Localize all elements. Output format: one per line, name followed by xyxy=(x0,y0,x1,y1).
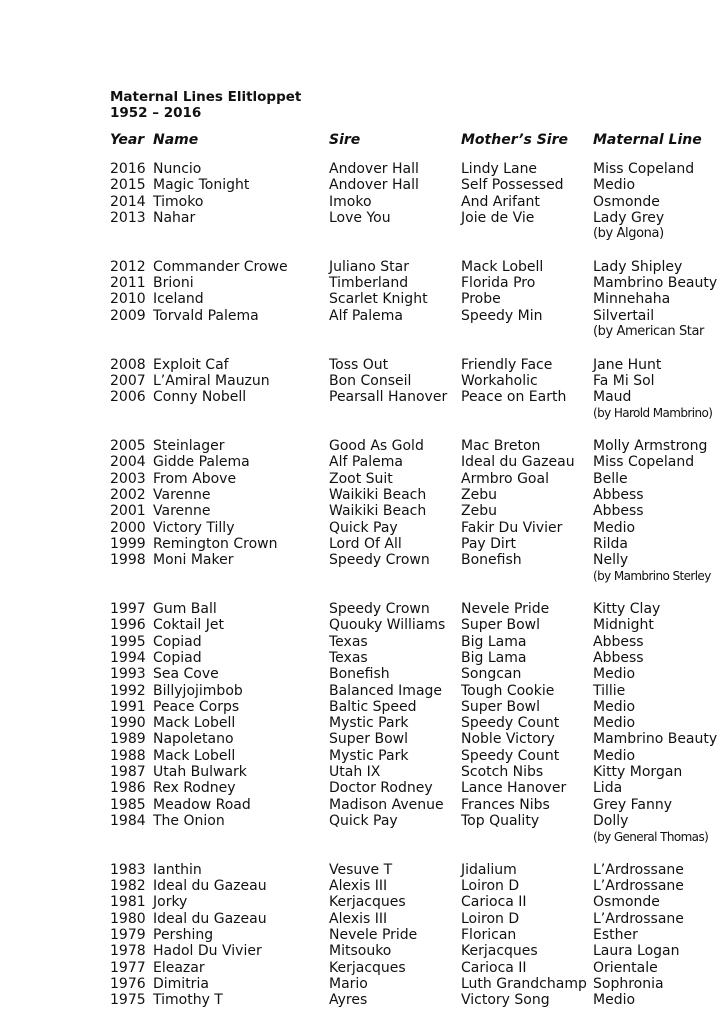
cell-year: 1982 xyxy=(110,878,146,895)
cell-sire: Alf Palema xyxy=(329,307,403,324)
cell-mothers-sire: Peace on Earth xyxy=(461,389,567,406)
cell-year: 1975 xyxy=(110,992,146,1009)
cell-sire: Texas xyxy=(329,649,368,666)
cell-sire: Doctor Rodney xyxy=(329,780,433,797)
cell-maternal-line: Silvertail xyxy=(593,307,655,324)
cell-year: 2005 xyxy=(110,438,146,455)
cell-sire: Bonefish xyxy=(329,666,390,683)
cell-year: 1997 xyxy=(110,601,146,618)
cell-year: 1984 xyxy=(110,812,146,829)
table-row xyxy=(0,780,725,796)
table-row xyxy=(0,438,725,454)
cell-mothers-sire: Speedy Count xyxy=(461,747,560,764)
cell-maternal-line: Abbess xyxy=(593,633,644,650)
cell-mothers-sire: Lindy Lane xyxy=(461,161,538,177)
cell-sire: Waikiki Beach xyxy=(329,486,427,503)
cell-year: 2010 xyxy=(110,291,146,308)
cell-maternal-line: Mambrino Beauty xyxy=(593,731,718,748)
maternal-line-note: (by Mambrino Sterley xyxy=(593,569,711,584)
cell-sire: Zoot Suit xyxy=(329,470,393,487)
cell-sire: Baltic Speed xyxy=(329,698,417,715)
table-row xyxy=(0,813,725,829)
cell-maternal-line: Jane Hunt xyxy=(593,356,662,373)
cell-maternal-line: Maud xyxy=(593,389,632,406)
cell-mothers-sire: Frances Nibs xyxy=(461,796,550,813)
cell-mothers-sire: Top Quality xyxy=(461,812,540,829)
table-row xyxy=(0,601,725,617)
cell-name: Hadol Du Vivier xyxy=(153,943,262,960)
maternal-line-note: (by General Thomas) xyxy=(593,830,709,845)
cell-maternal-line: Medio xyxy=(593,177,636,194)
cell-name: Nuncio xyxy=(153,161,202,177)
table-row xyxy=(0,194,725,210)
cell-mothers-sire: Songcan xyxy=(461,666,522,683)
document-year-range: 1952 – 2016 xyxy=(110,105,202,121)
cell-mothers-sire: Mac Breton xyxy=(461,438,541,455)
table-row xyxy=(0,308,725,324)
cell-name: Ideal du Gazeau xyxy=(153,910,267,927)
cell-year: 1999 xyxy=(110,535,146,552)
cell-maternal-line: Mambrino Beauty xyxy=(593,275,718,292)
cell-mothers-sire: Fakir Du Vivier xyxy=(461,519,563,536)
cell-name: Ideal du Gazeau xyxy=(153,878,267,895)
cell-name: Conny Nobell xyxy=(153,389,247,406)
cell-mothers-sire: Big Lama xyxy=(461,649,527,666)
cell-mothers-sire: Lance Hanover xyxy=(461,780,567,797)
cell-year: 1977 xyxy=(110,959,146,976)
cell-year: 1980 xyxy=(110,910,146,927)
cell-maternal-line: Grey Fanny xyxy=(593,796,673,813)
table-row-note xyxy=(0,226,725,242)
cell-sire: Pearsall Hanover xyxy=(329,389,448,406)
cell-year: 1993 xyxy=(110,666,146,683)
cell-maternal-line: Medio xyxy=(593,666,636,683)
cell-maternal-line: Medio xyxy=(593,698,636,715)
cell-sire: Kerjacques xyxy=(329,894,406,911)
cell-maternal-line: L’Ardrossane xyxy=(593,910,684,927)
table-row xyxy=(0,943,725,959)
table-row xyxy=(0,666,725,682)
cell-sire: Mystic Park xyxy=(329,747,409,764)
cell-sire: Quick Pay xyxy=(329,519,398,536)
table-row xyxy=(0,617,725,633)
cell-mothers-sire: Workaholic xyxy=(461,372,538,389)
cell-year: 2002 xyxy=(110,486,146,503)
table-row xyxy=(0,536,725,552)
cell-sire: Juliano Star xyxy=(329,258,409,275)
cell-sire: Alexis III xyxy=(329,878,388,895)
cell-maternal-line: Lady Grey xyxy=(593,209,665,226)
cell-name: Gum Ball xyxy=(153,601,217,618)
header-year: Year xyxy=(110,132,145,148)
cell-sire: Quick Pay xyxy=(329,812,398,829)
cell-mothers-sire: Carioca II xyxy=(461,894,527,911)
cell-mothers-sire: Pay Dirt xyxy=(461,535,517,552)
table-row xyxy=(0,683,725,699)
cell-maternal-line: Lida xyxy=(593,780,623,797)
table-row xyxy=(0,454,725,470)
cell-sire: Vesuve T xyxy=(329,861,393,878)
table-row-note xyxy=(0,568,725,584)
cell-year: 1996 xyxy=(110,617,146,634)
cell-maternal-line: Esther xyxy=(593,926,638,943)
cell-name: Exploit Caf xyxy=(153,356,229,373)
table-row xyxy=(0,650,725,666)
table-row xyxy=(0,373,725,389)
cell-sire: Speedy Crown xyxy=(329,552,430,569)
cell-mothers-sire: Luth Grandchamp xyxy=(461,975,587,992)
cell-year: 1976 xyxy=(110,975,146,992)
cell-mothers-sire: Loiron D xyxy=(461,910,520,927)
cell-sire: Waikiki Beach xyxy=(329,503,427,520)
cell-name: Varenne xyxy=(153,503,211,520)
table-row xyxy=(0,797,725,813)
table-row xyxy=(0,161,725,177)
cell-maternal-line: Lady Shipley xyxy=(593,258,683,275)
maternal-line-note: (by American Star xyxy=(593,323,705,339)
cell-mothers-sire: Scotch Nibs xyxy=(461,763,544,780)
cell-sire: Mitsouko xyxy=(329,943,392,960)
cell-name: Napoletano xyxy=(153,731,234,748)
cell-year: 1985 xyxy=(110,796,146,813)
table-row xyxy=(0,731,725,747)
table-row xyxy=(0,259,725,275)
table-row xyxy=(0,911,725,927)
cell-sire: Ayres xyxy=(329,992,368,1009)
cell-name: Steinlager xyxy=(153,438,225,455)
table-row xyxy=(0,976,725,992)
cell-sire: Quouky Williams xyxy=(329,617,446,634)
cell-name: Dimitria xyxy=(153,975,209,992)
cell-name: Remington Crown xyxy=(153,535,278,552)
cell-name: L’Amiral Mauzun xyxy=(153,372,270,389)
cell-name: Jorky xyxy=(153,894,188,911)
cell-mothers-sire: Zebu xyxy=(461,503,497,520)
cell-year: 1988 xyxy=(110,747,146,764)
cell-maternal-line: L’Ardrossane xyxy=(593,861,684,878)
maternal-line-note: (by Harold Mambrino) xyxy=(593,406,713,421)
cell-name: Eleazar xyxy=(153,959,205,976)
cell-name: Mack Lobell xyxy=(153,715,236,732)
cell-sire: Andover Hall xyxy=(329,161,419,177)
header-name: Name xyxy=(153,132,199,148)
cell-mothers-sire: Armbro Goal xyxy=(461,470,549,487)
cell-mothers-sire: Florican xyxy=(461,926,517,943)
cell-name: From Above xyxy=(153,470,237,487)
cell-mothers-sire: Speedy Count xyxy=(461,715,560,732)
cell-name: Copiad xyxy=(153,649,202,666)
cell-mothers-sire: Victory Song xyxy=(461,992,550,1009)
cell-maternal-line: Osmonde xyxy=(593,193,660,210)
cell-year: 1978 xyxy=(110,943,146,960)
cell-year: 1991 xyxy=(110,698,146,715)
cell-maternal-line: Medio xyxy=(593,519,636,536)
cell-maternal-line: Kitty Morgan xyxy=(593,763,683,780)
cell-maternal-line: Rilda xyxy=(593,535,628,552)
cell-sire: Utah IX xyxy=(329,763,381,780)
cell-year: 1989 xyxy=(110,731,146,748)
table-row xyxy=(0,177,725,193)
cell-maternal-line: Nelly xyxy=(593,552,629,569)
cell-maternal-line: Molly Armstrong xyxy=(593,438,708,455)
cell-year: 2011 xyxy=(110,275,146,292)
cell-sire: Alexis III xyxy=(329,910,388,927)
cell-maternal-line: Fa Mi Sol xyxy=(593,372,655,389)
table-row xyxy=(0,894,725,910)
cell-year: 1994 xyxy=(110,649,146,666)
cell-maternal-line: Medio xyxy=(593,715,636,732)
cell-year: 2013 xyxy=(110,209,146,226)
winners-table xyxy=(0,161,725,1008)
cell-sire: Speedy Crown xyxy=(329,601,430,618)
cell-name: Nahar xyxy=(153,209,196,226)
cell-year: 2001 xyxy=(110,503,146,520)
table-row xyxy=(0,520,725,536)
cell-sire: Lord Of All xyxy=(329,535,402,552)
cell-mothers-sire: Self Possessed xyxy=(461,177,564,194)
cell-maternal-line: Midnight xyxy=(593,617,654,634)
cell-name: Timothy T xyxy=(153,992,223,1009)
cell-sire: Texas xyxy=(329,633,368,650)
cell-name: Victory Tilly xyxy=(153,519,235,536)
table-row xyxy=(0,210,725,226)
document-title: Maternal Lines Elitloppet xyxy=(110,89,302,105)
cell-sire: Andover Hall xyxy=(329,177,419,194)
cell-name: Varenne xyxy=(153,486,211,503)
cell-mothers-sire: And Arifant xyxy=(461,193,540,210)
cell-name: Commander Crowe xyxy=(153,258,288,275)
cell-mothers-sire: Nevele Pride xyxy=(461,601,550,618)
cell-year: 1992 xyxy=(110,682,146,699)
cell-year: 1983 xyxy=(110,861,146,878)
cell-year: 1979 xyxy=(110,926,146,943)
cell-mothers-sire: Joie de Vie xyxy=(461,209,535,226)
cell-name: Magic Tonight xyxy=(153,177,250,194)
cell-maternal-line: Kitty Clay xyxy=(593,601,661,618)
cell-year: 2014 xyxy=(110,193,146,210)
cell-sire: Bon Conseil xyxy=(329,372,412,389)
header-mothers-sire: Mother’s Sire xyxy=(461,132,569,148)
cell-year: 1981 xyxy=(110,894,146,911)
cell-maternal-line: Belle xyxy=(593,470,628,487)
cell-maternal-line: Medio xyxy=(593,992,636,1009)
cell-year: 1987 xyxy=(110,763,146,780)
cell-mothers-sire: Probe xyxy=(461,291,501,308)
cell-mothers-sire: Kerjacques xyxy=(461,943,538,960)
cell-maternal-line: Medio xyxy=(593,747,636,764)
cell-sire: Alf Palema xyxy=(329,454,403,471)
cell-year: 2006 xyxy=(110,389,146,406)
table-row xyxy=(0,715,725,731)
cell-year: 2008 xyxy=(110,356,146,373)
table-row xyxy=(0,960,725,976)
cell-name: Mack Lobell xyxy=(153,747,236,764)
cell-maternal-line: L’Ardrossane xyxy=(593,878,684,895)
cell-name: Peace Corps xyxy=(153,698,240,715)
cell-sire: Toss Out xyxy=(329,356,389,373)
cell-name: The Onion xyxy=(153,812,225,829)
cell-maternal-line: Miss Copeland xyxy=(593,454,695,471)
table-row xyxy=(0,764,725,780)
cell-mothers-sire: Loiron D xyxy=(461,878,520,895)
cell-maternal-line: Orientale xyxy=(593,959,658,976)
cell-maternal-line: Minnehaha xyxy=(593,291,671,308)
cell-name: Pershing xyxy=(153,926,214,943)
cell-name: Torvald Palema xyxy=(153,307,259,324)
cell-sire: Super Bowl xyxy=(329,731,408,748)
table-row xyxy=(0,291,725,307)
cell-maternal-line: Abbess xyxy=(593,486,644,503)
cell-mothers-sire: Jidalium xyxy=(461,861,517,878)
cell-mothers-sire: Super Bowl xyxy=(461,617,540,634)
cell-year: 1986 xyxy=(110,780,146,797)
cell-mothers-sire: Noble Victory xyxy=(461,731,555,748)
cell-sire: Nevele Pride xyxy=(329,926,418,943)
table-row xyxy=(0,634,725,650)
cell-sire: Madison Avenue xyxy=(329,796,444,813)
cell-mothers-sire: Super Bowl xyxy=(461,698,540,715)
cell-maternal-line: Dolly xyxy=(593,812,629,829)
cell-mothers-sire: Florida Pro xyxy=(461,275,536,292)
table-row xyxy=(0,552,725,568)
cell-sire: Good As Gold xyxy=(329,438,424,455)
cell-year: 2007 xyxy=(110,372,146,389)
cell-sire: Mystic Park xyxy=(329,715,409,732)
cell-name: Gidde Palema xyxy=(153,454,250,471)
table-row xyxy=(0,471,725,487)
cell-name: Utah Bulwark xyxy=(153,763,247,780)
cell-mothers-sire: Carioca II xyxy=(461,959,527,976)
cell-name: Billyjojimbob xyxy=(153,682,243,699)
cell-name: Brioni xyxy=(153,275,194,292)
cell-mothers-sire: Ideal du Gazeau xyxy=(461,454,575,471)
cell-mothers-sire: Zebu xyxy=(461,486,497,503)
cell-maternal-line: Laura Logan xyxy=(593,943,680,960)
cell-name: Timoko xyxy=(153,193,204,210)
cell-year: 1990 xyxy=(110,715,146,732)
cell-name: Moni Maker xyxy=(153,552,234,569)
table-row xyxy=(0,357,725,373)
cell-maternal-line: Miss Copeland xyxy=(593,161,695,177)
header-sire: Sire xyxy=(329,132,361,148)
table-row xyxy=(0,748,725,764)
cell-year: 2012 xyxy=(110,258,146,275)
cell-mothers-sire: Bonefish xyxy=(461,552,522,569)
cell-sire: Kerjacques xyxy=(329,959,406,976)
cell-sire: Balanced Image xyxy=(329,682,443,699)
cell-sire: Imoko xyxy=(329,193,372,210)
table-row xyxy=(0,878,725,894)
maternal-line-note: (by Algona) xyxy=(593,226,664,242)
cell-mothers-sire: Mack Lobell xyxy=(461,258,544,275)
table-row xyxy=(0,389,725,405)
cell-sire: Love You xyxy=(329,209,391,226)
table-row xyxy=(0,927,725,943)
cell-name: Sea Cove xyxy=(153,666,219,683)
table-row xyxy=(0,487,725,503)
cell-name: Meadow Road xyxy=(153,796,251,813)
header-maternal-line: Maternal Line xyxy=(593,132,702,148)
table-row-note xyxy=(0,405,725,421)
cell-year: 1995 xyxy=(110,633,146,650)
cell-mothers-sire: Big Lama xyxy=(461,633,527,650)
cell-mothers-sire: Speedy Min xyxy=(461,307,543,324)
cell-name: Ianthin xyxy=(153,861,202,878)
table-row xyxy=(0,275,725,291)
cell-mothers-sire: Tough Cookie xyxy=(461,682,555,699)
cell-maternal-line: Sophronia xyxy=(593,975,664,992)
cell-name: Copiad xyxy=(153,633,202,650)
cell-maternal-line: Abbess xyxy=(593,503,644,520)
cell-year: 2004 xyxy=(110,454,146,471)
cell-maternal-line: Abbess xyxy=(593,649,644,666)
cell-year: 2003 xyxy=(110,470,146,487)
cell-year: 2015 xyxy=(110,177,146,194)
cell-mothers-sire: Friendly Face xyxy=(461,356,553,373)
table-row-note xyxy=(0,829,725,845)
cell-year: 2016 xyxy=(110,161,146,177)
cell-year: 2009 xyxy=(110,307,146,324)
cell-sire: Timberland xyxy=(329,275,409,292)
cell-year: 2000 xyxy=(110,519,146,536)
cell-name: Coktail Jet xyxy=(153,617,224,634)
cell-maternal-line: Tillie xyxy=(593,682,626,699)
cell-sire: Scarlet Knight xyxy=(329,291,428,308)
table-row xyxy=(0,503,725,519)
cell-maternal-line: Osmonde xyxy=(593,894,660,911)
table-row xyxy=(0,862,725,878)
cell-sire: Mario xyxy=(329,975,368,992)
table-row xyxy=(0,992,725,1008)
cell-name: Rex Rodney xyxy=(153,780,236,797)
table-row-note xyxy=(0,324,725,340)
cell-year: 1998 xyxy=(110,552,146,569)
table-row xyxy=(0,699,725,715)
cell-name: Iceland xyxy=(153,291,204,308)
